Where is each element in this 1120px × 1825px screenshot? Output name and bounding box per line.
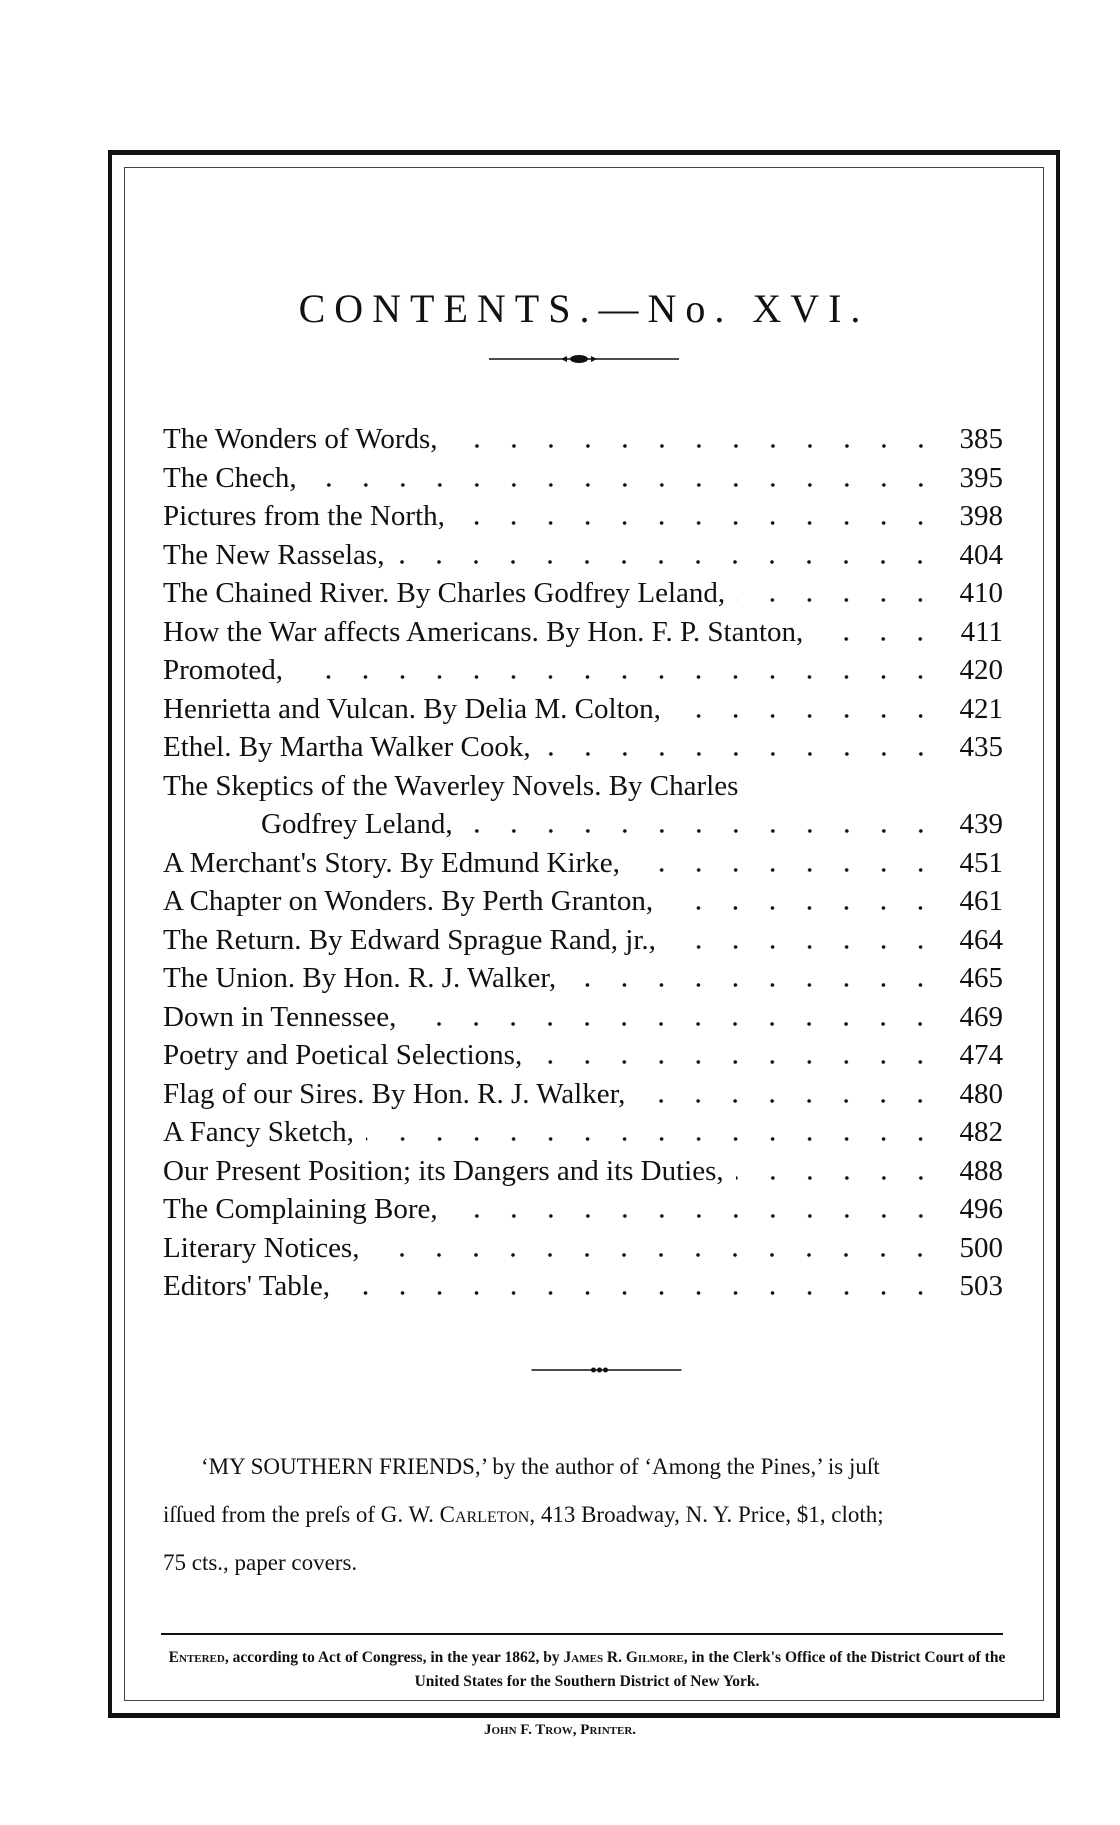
dot-leader	[665, 906, 939, 910]
entry-page: 421	[959, 692, 1003, 725]
entry-title: The Chained River. By Charles Godfrey Leland,	[163, 577, 726, 609]
entry-title: The Complaining Bore,	[163, 1193, 438, 1225]
toc-entry	[163, 1190, 1003, 1229]
entry-title: Ethel. By Martha Walker Cook,	[163, 731, 531, 763]
toc-entry	[163, 1152, 1003, 1191]
entry-page: 482	[959, 1116, 1003, 1148]
toc-entry	[163, 420, 1003, 459]
entry-title: Poetry and Poetical Selections,	[163, 1039, 523, 1071]
entry-page: 469	[959, 1000, 1003, 1033]
entry-title: The New Rasselas,	[163, 538, 385, 571]
toc-entry	[163, 959, 1003, 998]
toc-entry	[163, 882, 1003, 921]
dot-leader	[309, 483, 939, 487]
entry-title: Our Present Position; its Dangers and its Duties,	[163, 1154, 724, 1187]
toc-entry	[163, 497, 1003, 536]
toc-entry	[163, 613, 1003, 652]
dot-leader	[673, 714, 939, 718]
toc-entry	[163, 844, 1003, 883]
page-border	[108, 150, 1060, 1718]
publisher-name: Carleton	[439, 1502, 530, 1527]
footer-rule	[161, 1633, 1003, 1635]
advertisement	[163, 1443, 1003, 1587]
entry-title: Editors' Table,	[163, 1270, 330, 1302]
dot-leader	[450, 1214, 939, 1218]
dot-leader	[408, 1022, 939, 1026]
copyright-author: James R. Gilmore	[563, 1649, 684, 1666]
advert-text: 75 cts., paper covers.	[163, 1550, 358, 1575]
entry-page: 411	[960, 615, 1003, 648]
entry-title: The Chech,	[163, 461, 297, 494]
toc-entry	[163, 651, 1003, 690]
entry-title: The Return. By Edward Sprague Rand, jr.,	[163, 923, 656, 956]
dot-leader	[342, 1291, 939, 1295]
dot-leader	[737, 598, 939, 602]
page-title: CONTENTS.—No. XVI.	[298, 285, 870, 331]
entry-title: Godfrey Leland,	[261, 808, 453, 840]
entry-title: The Skeptics of the Waverley Novels. By Charles	[163, 769, 739, 802]
toc-entry	[163, 1036, 1003, 1075]
copyright-text: , in the Clerk's Office of the District Court of the United States for the Southern District of New York.	[414, 1649, 1006, 1690]
entry-page: 464	[959, 923, 1003, 956]
dot-leader	[534, 1060, 939, 1064]
toc-entry	[163, 1229, 1003, 1268]
dot-leader	[632, 868, 939, 872]
inner-border	[124, 167, 1044, 1701]
entry-page: 465	[959, 962, 1003, 994]
dot-leader	[637, 1099, 939, 1103]
entry-title: Flag of our Sires. By Hon. R. J. Walker,	[163, 1077, 626, 1110]
entry-page: 404	[959, 538, 1003, 571]
entry-page: 503	[959, 1270, 1003, 1302]
toc-entry	[163, 921, 1003, 960]
entry-page: 500	[959, 1231, 1003, 1264]
dot-leader	[450, 444, 939, 448]
dot-leader	[668, 945, 939, 949]
entry-title: Pictures from the North,	[163, 500, 445, 532]
entry-page: 420	[959, 654, 1003, 686]
entry-title: A Fancy Sketch,	[163, 1116, 354, 1148]
ornament-divider-top	[489, 354, 679, 364]
toc-entry	[163, 1113, 1003, 1152]
entry-title: The Wonders of Words,	[163, 423, 438, 455]
entry-page: 480	[959, 1077, 1003, 1110]
toc-entry	[163, 690, 1003, 729]
entry-page: 451	[959, 846, 1003, 879]
dot-leader	[371, 1253, 939, 1257]
toc-entry	[163, 728, 1003, 767]
entry-title: Promoted,	[163, 654, 284, 686]
toc-entry	[163, 536, 1003, 575]
advert-text: , 413 Broadway, N. Y. Price, $1, cloth;	[529, 1502, 884, 1527]
dot-leader	[736, 1176, 939, 1180]
dot-leader	[396, 560, 939, 564]
entry-page: 398	[959, 500, 1003, 532]
advert-text: iſſued from the preſs of G. W.	[163, 1502, 440, 1527]
dot-leader	[465, 829, 939, 833]
entry-title: A Merchant's Story. By Edmund Kirke,	[163, 846, 620, 879]
toc-entry	[163, 805, 1003, 844]
entry-page: 496	[959, 1193, 1003, 1225]
entry-title: How the War affects Americans. By Hon. F. P. Stanton,	[163, 615, 804, 648]
entry-page: 474	[959, 1039, 1003, 1071]
advert-text: ‘MY SOUTHERN FRIENDS,’ by the author of ‘Among the Pines,’ is juſt	[201, 1454, 880, 1479]
copyright-text: , according to Act of Congress, in the year 1862, by	[224, 1649, 564, 1666]
entry-page: 461	[959, 885, 1003, 917]
dot-leader	[295, 675, 939, 679]
dot-leader	[815, 637, 939, 641]
toc-entry	[163, 767, 1003, 806]
entry-title: Down in Tennessee,	[163, 1000, 397, 1033]
entry-title: Literary Notices,	[163, 1231, 360, 1264]
table-of-contents	[163, 420, 1003, 1306]
entry-page: 439	[959, 808, 1003, 840]
entry-page: 385	[959, 423, 1003, 455]
dot-leader	[366, 1137, 939, 1141]
dot-leader	[543, 752, 939, 756]
ornament-divider-bottom	[532, 1366, 682, 1374]
toc-entry	[163, 1075, 1003, 1114]
printer-imprint: John F. Trow, Printer.	[483, 1722, 637, 1738]
toc-entry	[163, 998, 1003, 1037]
entry-title: Henrietta and Vulcan. By Delia M. Colton,	[163, 692, 661, 725]
toc-entry	[163, 574, 1003, 613]
entry-page: 435	[959, 731, 1003, 763]
entry-page: 395	[959, 461, 1003, 494]
copyright-notice	[161, 1646, 1013, 1694]
copyright-entered: Entered	[168, 1649, 225, 1666]
toc-entry	[163, 459, 1003, 498]
entry-page: 488	[959, 1154, 1003, 1187]
dot-leader	[457, 521, 939, 525]
entry-page: 410	[959, 577, 1003, 609]
entry-title: A Chapter on Wonders. By Perth Granton,	[163, 885, 654, 917]
dot-leader	[568, 983, 939, 987]
toc-entry	[163, 1267, 1003, 1306]
entry-title: The Union. By Hon. R. J. Walker,	[163, 962, 557, 994]
